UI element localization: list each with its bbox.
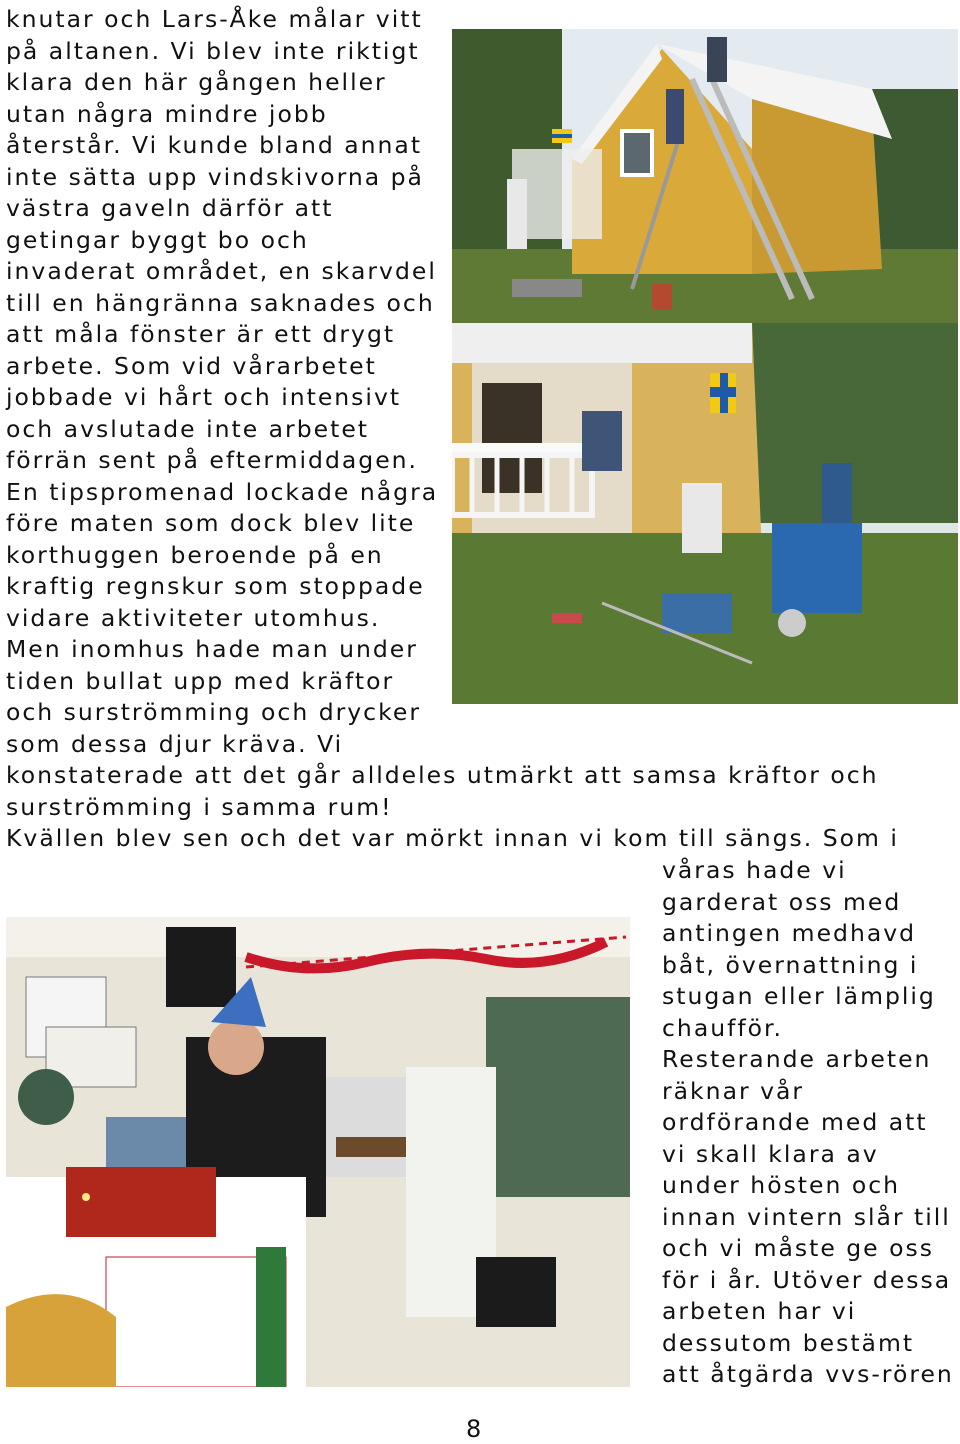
text-line: stugan eller lämplig (662, 982, 936, 1010)
text-line: Kvällen blev sen och det var mörkt innan vi kom till sängs. Som i (6, 824, 899, 852)
text-line: arbeten har vi (662, 1297, 857, 1325)
text-line: båt, övernattning i (662, 950, 919, 979)
photo-cottage-roof (452, 29, 958, 325)
crayfish-party-scene (6, 917, 630, 1387)
text-line: dessutom bestämt (662, 1328, 915, 1357)
text-line: innan vintern slår till (662, 1202, 951, 1231)
text-line: på altanen. Vi blev inte riktigt (6, 36, 420, 65)
text-line: Resterande arbeten (662, 1045, 932, 1073)
text-line: före maten som dock blev lite (6, 509, 416, 537)
text-line: västra gaveln därför att (6, 194, 334, 222)
text-line: att åtgärda vvs-rören (662, 1360, 954, 1388)
page-number: 8 (466, 1415, 482, 1443)
text-line: getingar byggt bo och (6, 225, 309, 254)
text-line: En tipspromenad lockade några (6, 477, 439, 506)
text-line: jobbade vi hårt och intensivt (6, 383, 402, 411)
text-line: vi skall klara av (662, 1139, 879, 1168)
text-line: räknar vår (662, 1076, 805, 1105)
text-line: klara den här gången heller (6, 68, 387, 96)
text-line: för i år. Utöver dessa (662, 1265, 952, 1294)
text-line: invaderat området, en skarvdel (6, 257, 437, 285)
text-line: knutar och Lars-Åke målar vitt (6, 5, 423, 33)
cottage-roof-scene (452, 29, 958, 325)
text-line: korthuggen beroende på en (6, 540, 384, 569)
photo-crayfish-party (6, 917, 630, 1387)
text-line: tiden bullat upp med kräftor (6, 666, 395, 695)
text-line: vidare aktiviteter utomhus. (6, 603, 381, 632)
cottage-porch-scene (452, 323, 958, 704)
text-line: kraftig regnskur som stoppade (6, 572, 425, 600)
text-line: chaufför. (662, 1013, 784, 1042)
text-line: och surströmming och drycker (6, 698, 421, 726)
text-line: inte sätta upp vindskivorna på (6, 162, 424, 191)
text-line: under hösten och (662, 1171, 901, 1199)
text-line: till en hängränna saknades och (6, 288, 435, 317)
text-line: utan några mindre jobb (6, 99, 328, 128)
text-line: Men inomhus hade man under (6, 635, 418, 663)
text-line: surströmming i samma rum! (6, 792, 393, 821)
text-line: arbete. Som vid vårarbetet (6, 351, 377, 380)
photo-cottage-porch (452, 323, 958, 704)
text-line: garderat oss med (662, 887, 902, 916)
text-line: ordförande med att (662, 1108, 928, 1136)
text-line: återstår. Vi kunde bland annat (6, 131, 423, 159)
text-line: våras hade vi (662, 856, 847, 884)
text-line: konstaterade att det går alldeles utmärkt att samsa kräftor och (6, 761, 879, 789)
text-line: förrän sent på eftermiddagen. (6, 446, 419, 474)
text-line: som dessa djur kräva. Vi (6, 729, 344, 758)
text-line: och avslutade inte arbetet (6, 414, 369, 443)
text-line: och vi måste ge oss (662, 1234, 934, 1262)
text-line: antingen medhavd (662, 919, 917, 947)
text-line: att måla fönster är ett drygt (6, 320, 396, 348)
